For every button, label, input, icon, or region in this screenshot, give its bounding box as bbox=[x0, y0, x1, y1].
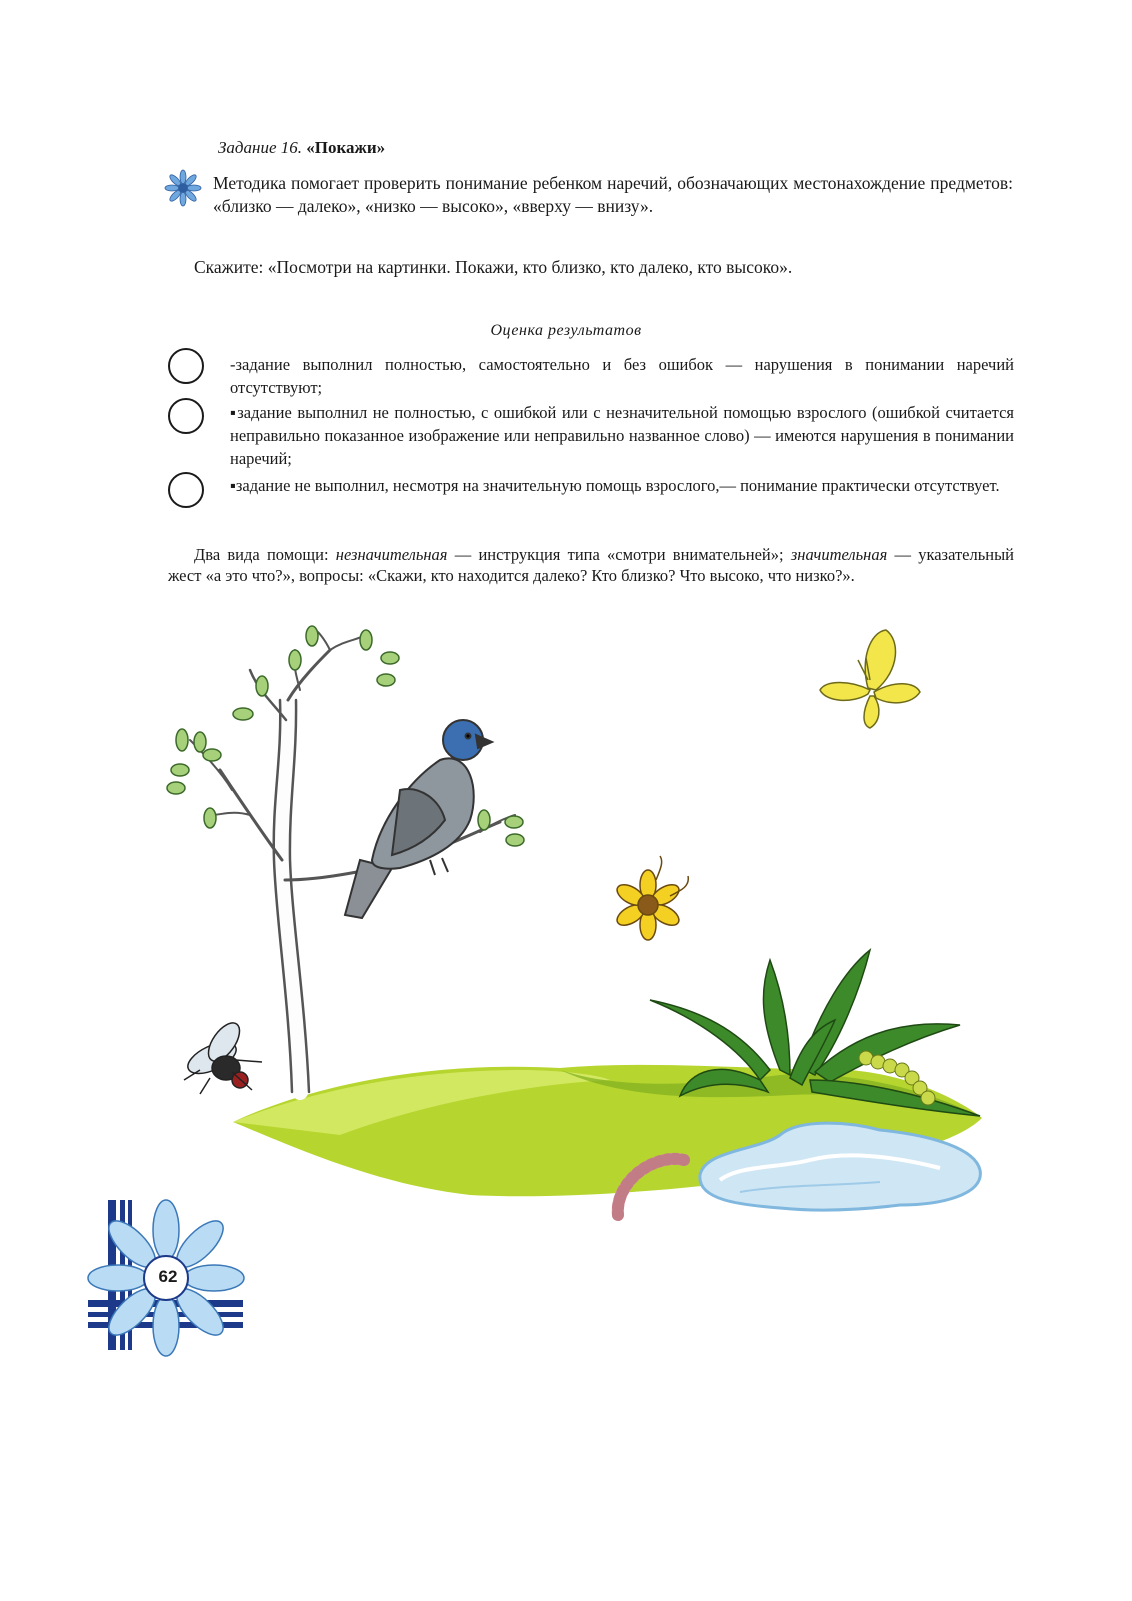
tree-icon bbox=[190, 628, 515, 1092]
task-name: «Покажи» bbox=[306, 138, 386, 157]
help-major-term: значительная bbox=[790, 545, 888, 564]
bird-icon bbox=[345, 720, 492, 918]
help-minor-text: — инструкция типа «смотри внимательней»; bbox=[447, 545, 791, 564]
grade-failed: ▪задание не выполнил, несмотря на значительную помощь взрослого,— понимание практически отсутствует. bbox=[230, 476, 1000, 495]
method-description: Методика помогает проверить понимание ребенком наречий, обозначающих местонахождение предметов: «близко — далеко», «низко — высоко», «вверху — внизу». bbox=[213, 173, 1013, 216]
instruction-text: Скажите: «Посмотри на картинки. Покажи, кто близко, кто далеко, кто высоко». bbox=[194, 257, 793, 277]
assessment-heading: Оценка результатов bbox=[490, 322, 642, 339]
bee-flower-icon bbox=[614, 856, 689, 940]
help-major-text: — указательный жест «а это что?», вопросы: «Скажи, кто находится далеко? Кто близко? Что высоко, что низко?». bbox=[168, 545, 1015, 585]
fly-icon bbox=[183, 1018, 262, 1094]
help-prefix: Два вида помощи: bbox=[194, 545, 336, 564]
help-minor-term: незначительная bbox=[335, 545, 448, 564]
grade-partial: ▪задание выполнил не полностью, с ошибкой или с незначительной помощью взрослого (ошибкой считается неправильно показанное изображение или неправильно названное слово) — имеются нарушения в понимании наречий; bbox=[230, 403, 1014, 468]
page-number: 62 bbox=[158, 1267, 178, 1286]
butterfly-icon bbox=[820, 630, 920, 728]
task-label: Задание 16. bbox=[218, 138, 302, 157]
grade-full: -задание выполнил полностью, самостоятельно и без ошибок — нарушения в понимании наречий отсутствуют; bbox=[230, 355, 1014, 397]
